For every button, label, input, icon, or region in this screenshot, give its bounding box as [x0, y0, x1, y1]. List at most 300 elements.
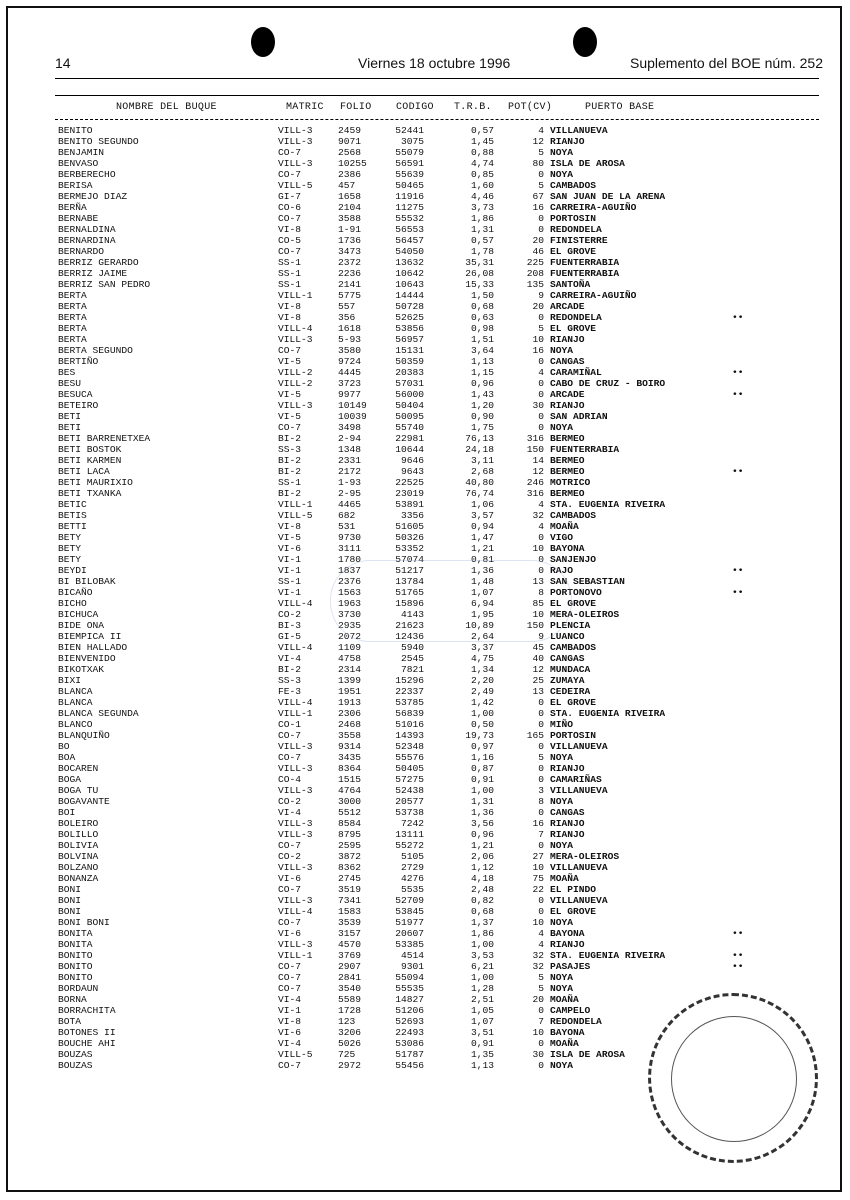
cell-mat: GI-5 — [278, 631, 302, 642]
cell-cod: 53352 — [395, 543, 424, 554]
table-row — [0, 653, 850, 664]
cell-name: BOGA TU — [58, 785, 99, 796]
cell-cod: 14827 — [395, 994, 424, 1005]
cell-name: BONANZA — [58, 873, 99, 884]
cell-pot: 0 — [538, 741, 544, 752]
cell-trb: 1,00 — [470, 708, 494, 719]
cell-pot: 135 — [526, 279, 544, 290]
cell-port: MOAÑA — [550, 873, 579, 884]
cell-mat: VILL-3 — [278, 763, 313, 774]
cell-pot: 0 — [538, 224, 544, 235]
cell-pot: 40 — [532, 653, 544, 664]
cell-cod: 55456 — [395, 1060, 424, 1071]
cell-pot: 45 — [532, 642, 544, 653]
cell-pot: 5 — [538, 752, 544, 763]
cell-name: BETEIRO — [58, 400, 99, 411]
cell-mat: CO-7 — [278, 972, 302, 983]
cell-cod: 20607 — [395, 928, 424, 939]
cell-pot: 30 — [532, 1049, 544, 1060]
table-row — [0, 818, 850, 829]
cell-name: BLANCA SEGUNDA — [58, 708, 139, 719]
table-row — [0, 906, 850, 917]
cell-folio: 2306 — [338, 708, 362, 719]
table-row — [0, 202, 850, 213]
cell-pot: 4 — [538, 521, 544, 532]
cell-trb: 76,13 — [465, 433, 494, 444]
cell-trb: 1,36 — [470, 807, 494, 818]
cell-cod: 55576 — [395, 752, 424, 763]
table-row — [0, 257, 850, 268]
table-row — [0, 851, 850, 862]
cell-name: BERNARDO — [58, 246, 105, 257]
cell-cod: 52438 — [395, 785, 424, 796]
cell-name: BETY — [58, 532, 82, 543]
cell-folio: 3723 — [338, 378, 362, 389]
cell-port: MERA-OLEIROS — [550, 851, 620, 862]
cell-mat: CO-5 — [278, 235, 302, 246]
cell-folio: 2236 — [338, 268, 362, 279]
cell-port: SAN JUAN DE LA ARENA — [550, 191, 666, 202]
cell-trb: 1,07 — [470, 587, 494, 598]
table-row — [0, 312, 850, 323]
cell-folio: 3769 — [338, 950, 362, 961]
cell-port: NOYA — [550, 917, 574, 928]
cell-folio: 4764 — [338, 785, 362, 796]
table-header-rule — [55, 119, 819, 120]
cell-port: EL PINDO — [550, 884, 597, 895]
cell-trb: 4,75 — [470, 653, 494, 664]
cell-cod: 9643 — [400, 466, 424, 477]
cell-pot: 46 — [532, 246, 544, 257]
cell-mat: BI-2 — [278, 455, 302, 466]
cell-pot: 32 — [532, 961, 544, 972]
cell-cod: 53845 — [395, 906, 424, 917]
cell-name: BOA — [58, 752, 76, 763]
cell-cod: 50359 — [395, 356, 424, 367]
cell-folio: 3540 — [338, 983, 362, 994]
cell-mat: VI-6 — [278, 928, 302, 939]
cell-name: BETIC — [58, 499, 87, 510]
cell-folio: 531 — [338, 521, 356, 532]
cell-trb: 2,49 — [470, 686, 494, 697]
publication-title: Suplemento del BOE núm. 252 — [630, 55, 824, 71]
table-row — [0, 840, 850, 851]
cell-pot: 0 — [538, 554, 544, 565]
table-row — [0, 422, 850, 433]
cell-pot: 16 — [532, 202, 544, 213]
cell-trb: 3,57 — [470, 510, 494, 521]
cell-cod: 4514 — [400, 950, 424, 961]
cell-trb: 3,56 — [470, 818, 494, 829]
cell-pot: 20 — [532, 994, 544, 1005]
cell-port: CAMARIÑAS — [550, 774, 602, 785]
cell-mark: •• — [732, 367, 744, 378]
cell-mat: VILL-1 — [278, 290, 313, 301]
cell-mat: CO-7 — [278, 246, 302, 257]
cell-folio: 10255 — [338, 158, 367, 169]
cell-name: BLANCA — [58, 686, 93, 697]
cell-cod: 50728 — [395, 301, 424, 312]
cell-port: MERA-OLEIROS — [550, 609, 620, 620]
cell-mat: VI-6 — [278, 1027, 302, 1038]
cell-cod: 2545 — [400, 653, 424, 664]
cell-trb: 1,43 — [470, 389, 494, 400]
cell-port: RIANJO — [550, 939, 585, 950]
cell-name: BONI BONI — [58, 917, 110, 928]
cell-port: NOYA — [550, 972, 574, 983]
cell-pot: 12 — [532, 466, 544, 477]
cell-name: BIEN HALLADO — [58, 642, 128, 653]
cell-folio: 2376 — [338, 576, 362, 587]
table-row — [0, 290, 850, 301]
cell-trb: 1,45 — [470, 136, 494, 147]
cell-name: BICHUCA — [58, 609, 99, 620]
archive-seal — [648, 993, 818, 1163]
cell-name: BOLILLO — [58, 829, 99, 840]
cell-folio: 10149 — [338, 400, 367, 411]
cell-name: BERTIÑO — [58, 356, 99, 367]
cell-port: EL GROVE — [550, 598, 597, 609]
cell-mat: SS-1 — [278, 477, 302, 488]
table-row — [0, 785, 850, 796]
cell-cod: 50095 — [395, 411, 424, 422]
cell-mat: VI-1 — [278, 587, 302, 598]
table-row — [0, 367, 850, 378]
cell-port: BERMEO — [550, 466, 585, 477]
cell-cod: 22981 — [395, 433, 424, 444]
table-row — [0, 455, 850, 466]
cell-pot: 0 — [538, 389, 544, 400]
cell-port: RIANJO — [550, 334, 585, 345]
cell-trb: 24,18 — [465, 444, 494, 455]
cell-pot: 8 — [538, 587, 544, 598]
cell-pot: 0 — [538, 774, 544, 785]
cell-trb: 0,63 — [470, 312, 494, 323]
cell-port: NOYA — [550, 345, 574, 356]
cell-port: CARREIRA-AGUIÑO — [550, 202, 637, 213]
cell-mat: CO-7 — [278, 752, 302, 763]
cell-port: REDONDELA — [550, 224, 602, 235]
cell-folio: 457 — [338, 180, 356, 191]
cell-port: VILLANUEVA — [550, 895, 608, 906]
cell-folio: 3872 — [338, 851, 362, 862]
cell-pot: 150 — [526, 620, 544, 631]
cell-cod: 51206 — [395, 1005, 424, 1016]
cell-name: BONI — [58, 884, 82, 895]
cell-mat: CO-7 — [278, 961, 302, 972]
cell-port: RIANJO — [550, 829, 585, 840]
cell-mat: CO-4 — [278, 774, 302, 785]
cell-name: BIEMPICA II — [58, 631, 122, 642]
cell-trb: 1,00 — [470, 939, 494, 950]
cell-port: MUNDACA — [550, 664, 591, 675]
col-header-codigo: CODIGO — [396, 102, 434, 113]
cell-name: BONITO — [58, 950, 93, 961]
table-row — [0, 334, 850, 345]
cell-mat: VILL-2 — [278, 378, 313, 389]
cell-cod: 56957 — [395, 334, 424, 345]
cell-mat: BI-3 — [278, 620, 302, 631]
cell-mat: VILL-5 — [278, 180, 313, 191]
cell-mat: CO-7 — [278, 1060, 302, 1071]
cell-name: BETIS — [58, 510, 87, 521]
table-row — [0, 862, 850, 873]
cell-mat: VILL-3 — [278, 862, 313, 873]
cell-port: BAYONA — [550, 928, 585, 939]
cell-name: BESU — [58, 378, 82, 389]
cell-cod: 55094 — [395, 972, 424, 983]
cell-folio: 1837 — [338, 565, 362, 576]
cell-trb: 1,37 — [470, 917, 494, 928]
cell-trb: 0,50 — [470, 719, 494, 730]
cell-trb: 19,73 — [465, 730, 494, 741]
cell-port: SANJENJO — [550, 554, 597, 565]
table-row — [0, 356, 850, 367]
cell-pot: 0 — [538, 1005, 544, 1016]
cell-name: BORNA — [58, 994, 87, 1005]
cell-trb: 0,81 — [470, 554, 494, 565]
table-row — [0, 378, 850, 389]
cell-folio: 3206 — [338, 1027, 362, 1038]
cell-name: BOTA — [58, 1016, 82, 1027]
table-row — [0, 829, 850, 840]
cell-name: BERTA — [58, 301, 87, 312]
table-row — [0, 730, 850, 741]
col-header-pot: POT(CV) — [508, 102, 553, 113]
cell-port: STA. EUGENIA RIVEIRA — [550, 499, 666, 510]
cell-name: BOLVINA — [58, 851, 99, 862]
cell-mark: •• — [732, 587, 744, 598]
cell-folio: 2072 — [338, 631, 362, 642]
cell-trb: 2,20 — [470, 675, 494, 686]
table-row — [0, 268, 850, 279]
cell-trb: 76,74 — [465, 488, 494, 499]
cell-pot: 10 — [532, 334, 544, 345]
cell-folio: 3473 — [338, 246, 362, 257]
cell-port: LUANCO — [550, 631, 585, 642]
cell-pot: 0 — [538, 807, 544, 818]
cell-folio: 8795 — [338, 829, 362, 840]
cell-pot: 27 — [532, 851, 544, 862]
cell-port: CAMPELO — [550, 1005, 591, 1016]
cell-trb: 1,36 — [470, 565, 494, 576]
cell-name: BIDE ONA — [58, 620, 105, 631]
header-rule — [55, 78, 819, 79]
cell-port: BAYONA — [550, 1027, 585, 1038]
table-row — [0, 180, 850, 191]
cell-name: BICAÑO — [58, 587, 93, 598]
cell-port: MIÑO — [550, 719, 574, 730]
cell-port: PLENCIA — [550, 620, 591, 631]
cell-trb: 3,37 — [470, 642, 494, 653]
cell-pot: 0 — [538, 719, 544, 730]
table-row — [0, 884, 850, 895]
cell-pot: 32 — [532, 950, 544, 961]
cell-trb: 1,13 — [470, 1060, 494, 1071]
cell-name: BERTA — [58, 323, 87, 334]
cell-pot: 10 — [532, 543, 544, 554]
cell-folio: 123 — [338, 1016, 356, 1027]
cell-cod: 5940 — [400, 642, 424, 653]
cell-port: ISLA DE AROSA — [550, 1049, 625, 1060]
cell-pot: 7 — [538, 829, 544, 840]
cell-pot: 3 — [538, 785, 544, 796]
cell-port: VILLANUEVA — [550, 125, 608, 136]
cell-cod: 51016 — [395, 719, 424, 730]
cell-mat: VILL-3 — [278, 400, 313, 411]
cell-port: FUENTERRABIA — [550, 257, 620, 268]
cell-folio: 1913 — [338, 697, 362, 708]
table-row — [0, 675, 850, 686]
cell-pot: 0 — [538, 763, 544, 774]
cell-port: NOYA — [550, 147, 574, 158]
cell-mat: VILL-3 — [278, 334, 313, 345]
cell-cod: 15131 — [395, 345, 424, 356]
cell-cod: 53856 — [395, 323, 424, 334]
table-row — [0, 752, 850, 763]
cell-cod: 51765 — [395, 587, 424, 598]
cell-trb: 35,31 — [465, 257, 494, 268]
cell-pot: 10 — [532, 1027, 544, 1038]
cell-cod: 56457 — [395, 235, 424, 246]
cell-port: CANGAS — [550, 653, 585, 664]
cell-port: ISLA DE AROSA — [550, 158, 625, 169]
cell-folio: 2595 — [338, 840, 362, 851]
cell-pot: 0 — [538, 895, 544, 906]
cell-trb: 1,12 — [470, 862, 494, 873]
cell-port: RAJO — [550, 565, 574, 576]
cell-folio: 10039 — [338, 411, 367, 422]
cell-pot: 10 — [532, 862, 544, 873]
cell-port: FUENTERRABIA — [550, 268, 620, 279]
cell-mat: VILL-3 — [278, 895, 313, 906]
cell-trb: 1,00 — [470, 785, 494, 796]
cell-pot: 0 — [538, 840, 544, 851]
cell-mat: FE-3 — [278, 686, 302, 697]
cell-pot: 20 — [532, 235, 544, 246]
cell-pot: 225 — [526, 257, 544, 268]
punch-hole — [573, 27, 597, 57]
cell-pot: 4 — [538, 928, 544, 939]
cell-mat: VILL-3 — [278, 939, 313, 950]
cell-mat: CO-7 — [278, 169, 302, 180]
cell-port: CABO DE CRUZ - BOIRO — [550, 378, 666, 389]
cell-pot: 4 — [538, 367, 544, 378]
cell-cod: 14444 — [395, 290, 424, 301]
cell-trb: 0,96 — [470, 378, 494, 389]
cell-folio: 2841 — [338, 972, 362, 983]
table-row — [0, 477, 850, 488]
cell-name: BERNABE — [58, 213, 99, 224]
cell-cod: 55532 — [395, 213, 424, 224]
cell-trb: 1,48 — [470, 576, 494, 587]
cell-cod: 57031 — [395, 378, 424, 389]
cell-folio: 1399 — [338, 675, 362, 686]
cell-folio: 3435 — [338, 752, 362, 763]
cell-cod: 5535 — [400, 884, 424, 895]
cell-trb: 4,18 — [470, 873, 494, 884]
cell-trb: 0,57 — [470, 125, 494, 136]
cell-cod: 53385 — [395, 939, 424, 950]
cell-port: MOAÑA — [550, 521, 579, 532]
cell-cod: 23019 — [395, 488, 424, 499]
cell-mat: BI-2 — [278, 466, 302, 477]
cell-cod: 9301 — [400, 961, 424, 972]
cell-name: BERTA — [58, 312, 87, 323]
cell-name: BOLIVIA — [58, 840, 99, 851]
cell-pot: 0 — [538, 411, 544, 422]
cell-mat: VI-6 — [278, 543, 302, 554]
cell-name: BLANCA — [58, 697, 93, 708]
cell-cod: 57074 — [395, 554, 424, 565]
cell-folio: 2907 — [338, 961, 362, 972]
cell-pot: 20 — [532, 301, 544, 312]
cell-cod: 50404 — [395, 400, 424, 411]
cell-folio: 4445 — [338, 367, 362, 378]
cell-port: PORTOSIN — [550, 213, 597, 224]
cell-mark: •• — [732, 389, 744, 400]
table-row — [0, 279, 850, 290]
cell-trb: 1,21 — [470, 543, 494, 554]
cell-mark: •• — [732, 466, 744, 477]
cell-cod: 4276 — [400, 873, 424, 884]
cell-folio: 682 — [338, 510, 356, 521]
table-top-rule — [55, 95, 819, 96]
cell-mat: VI-8 — [278, 521, 302, 532]
table-row — [0, 191, 850, 202]
cell-pot: 5 — [538, 972, 544, 983]
cell-mat: SS-1 — [278, 576, 302, 587]
cell-name: BETI — [58, 411, 82, 422]
cell-pot: 10 — [532, 917, 544, 928]
cell-mat: VI-5 — [278, 532, 302, 543]
table-row — [0, 664, 850, 675]
cell-port: PASAJES — [550, 961, 591, 972]
cell-mat: SS-1 — [278, 279, 302, 290]
cell-folio: 8584 — [338, 818, 362, 829]
cell-port: PORTONOVO — [550, 587, 602, 598]
cell-folio: 3539 — [338, 917, 362, 928]
cell-folio: 3588 — [338, 213, 362, 224]
table-row — [0, 433, 850, 444]
cell-mat: VI-1 — [278, 554, 302, 565]
cell-trb: 1,21 — [470, 840, 494, 851]
cell-port: NOYA — [550, 796, 574, 807]
cell-folio: 9314 — [338, 741, 362, 752]
cell-folio: 9071 — [338, 136, 362, 147]
cell-mark: •• — [732, 565, 744, 576]
cell-pot: 0 — [538, 697, 544, 708]
cell-pot: 8 — [538, 796, 544, 807]
table-row — [0, 158, 850, 169]
cell-port: MOAÑA — [550, 994, 579, 1005]
col-header-folio: FOLIO — [340, 102, 372, 113]
cell-name: BIXI — [58, 675, 82, 686]
table-row — [0, 983, 850, 994]
cell-pot: 5 — [538, 983, 544, 994]
cell-folio: 4758 — [338, 653, 362, 664]
cell-cod: 56839 — [395, 708, 424, 719]
cell-folio: 1348 — [338, 444, 362, 455]
cell-port: CEDEIRA — [550, 686, 591, 697]
cell-mat: VILL-3 — [278, 125, 313, 136]
cell-mat: VILL-5 — [278, 510, 313, 521]
table-row — [0, 807, 850, 818]
cell-trb: 3,64 — [470, 345, 494, 356]
cell-folio: 2331 — [338, 455, 362, 466]
cell-cod: 5105 — [400, 851, 424, 862]
cell-folio: 1963 — [338, 598, 362, 609]
